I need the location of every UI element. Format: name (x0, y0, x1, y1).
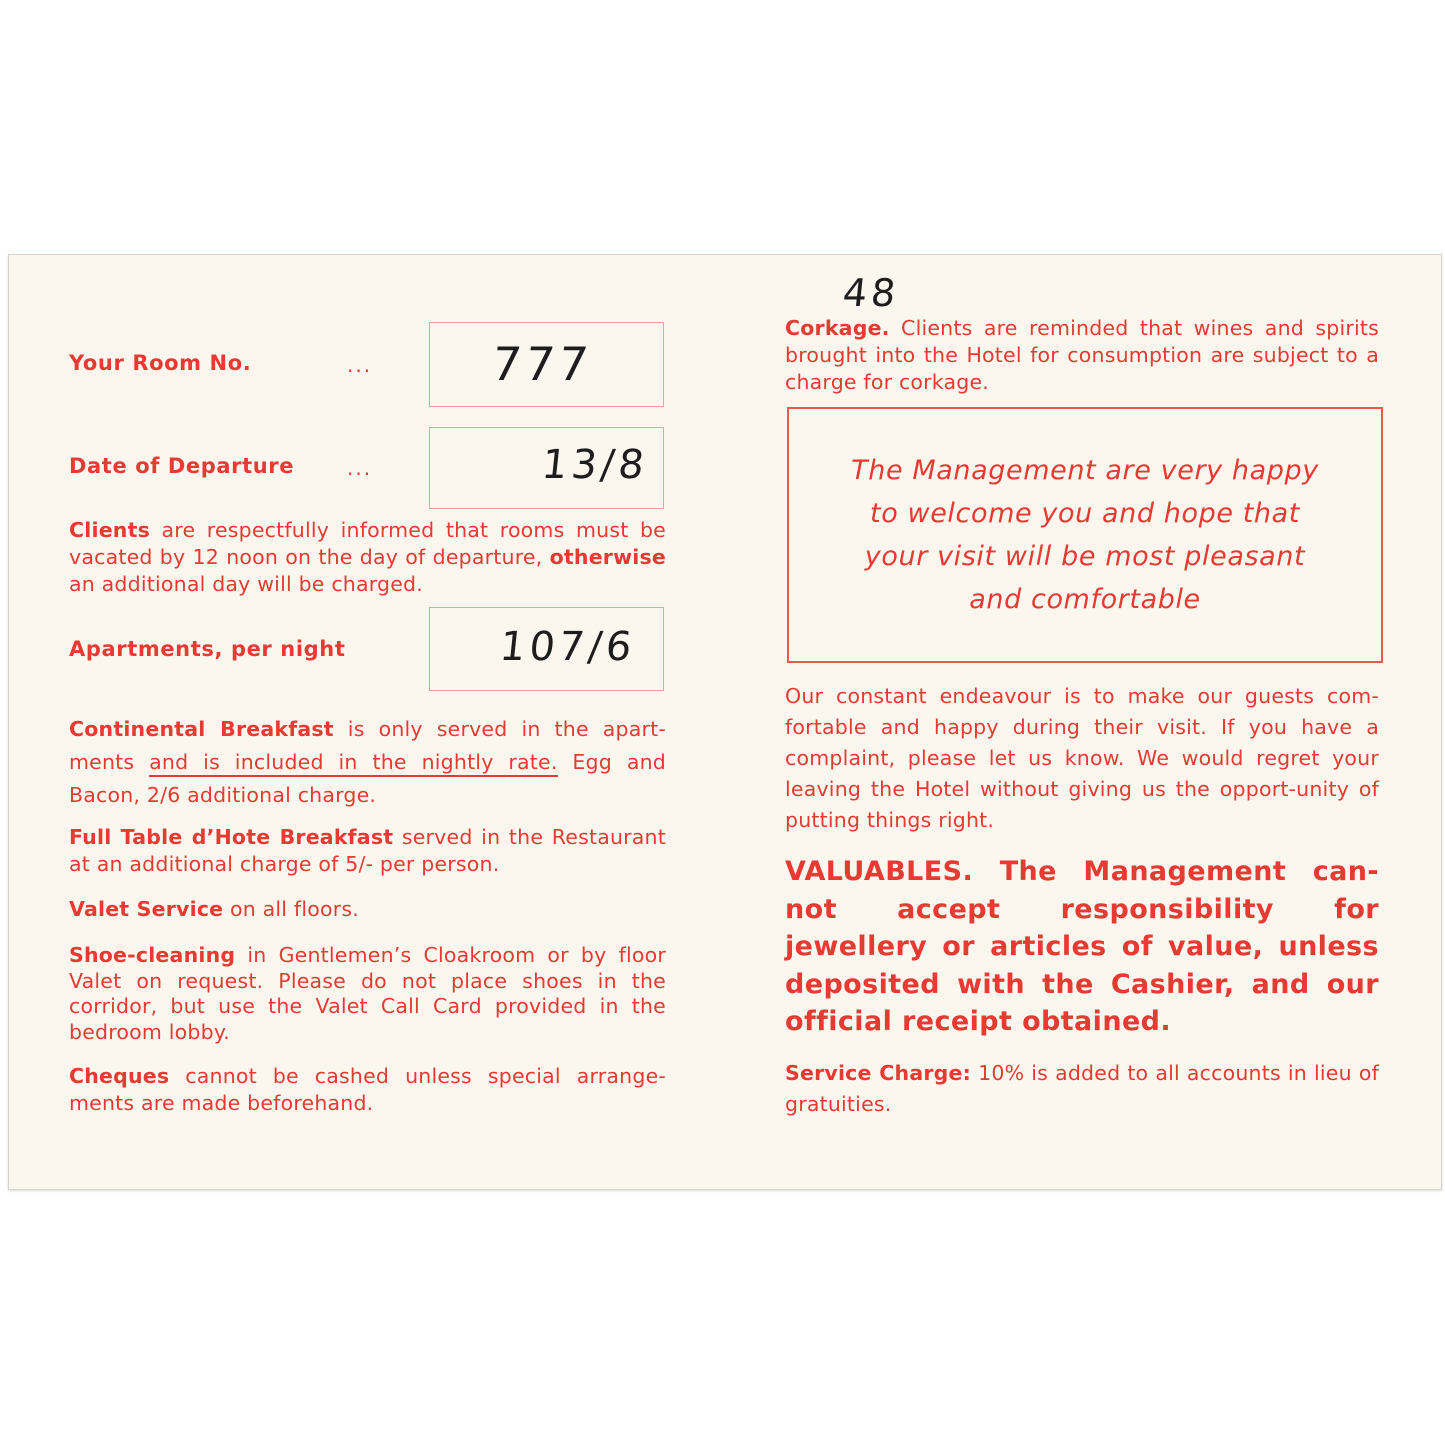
cheques-lead: Cheques (69, 1064, 170, 1088)
valuables-notice: VALUABLES. The Management can-not accept responsibility for jewellery or articles of value, unless deposited with the Cashier, and our official receipt obtained. (785, 856, 1379, 1037)
table-dhote-lead: Full Table d’Hote Breakfast (69, 825, 394, 849)
hotel-card (8, 254, 1442, 1190)
corkage-lead: Corkage. (785, 316, 890, 340)
service-lead: Service Charge: (785, 1061, 972, 1085)
clients-text-2: an additional day will be charged. (69, 572, 423, 596)
apartments-label: Apartments, per night (69, 637, 346, 661)
apartments-rate-value: 107/6 (497, 624, 638, 670)
departure-date-value: 13/8 (539, 442, 651, 488)
departure-date-box (429, 427, 664, 509)
clients-bold-2: otherwise (549, 545, 666, 569)
breakfast-text-2: Egg and Bacon, 2/6 additional charge. (69, 750, 666, 807)
breakfast-lead: Continental Breakfast (69, 717, 334, 741)
shoe-lead: Shoe-cleaning (69, 943, 236, 967)
cheques-text: cannot be cashed unless special arrange-ments are made beforehand. (69, 1064, 666, 1115)
service-charge-paragraph (785, 1058, 1379, 1120)
valet-lead: Valet Service (69, 897, 224, 921)
breakfast-paragraph (69, 713, 666, 812)
endeavour-paragraph: Our constant endeavour is to make our guests com-fortable and happy during their visit. If you have a complaint, please let us know. We would regret your leaving the Hotel without giving us the opport-unity of putting things right. (785, 684, 1379, 832)
room-label: Your Room No. (69, 351, 252, 375)
table-dhote-paragraph (69, 824, 666, 878)
clients-text-1: are respectfully informed that rooms must be vacated by 12 noon on the day of departure, (69, 518, 666, 569)
service-text: 10% is added to all accounts in lieu of gratuities. (785, 1061, 1380, 1116)
breakfast-text-1: is only served in the apart-ments (69, 717, 666, 774)
apartments-rate-box (429, 607, 664, 691)
room-number-value: 777 (489, 337, 595, 391)
departure-dots: ... (347, 456, 373, 480)
clients-paragraph (69, 517, 666, 598)
welcome-box (787, 407, 1383, 663)
corkage-paragraph (785, 315, 1379, 396)
shoe-text: in Gentlemen’s Cloakroom or by floor Valet on request. Please do not place shoes in the corridor, but use the Valet Call Card provided in the bedroom lobby. (69, 943, 666, 1044)
valet-paragraph (69, 896, 666, 923)
departure-label: Date of Departure (69, 454, 295, 478)
room-dots: ... (347, 353, 373, 377)
cheques-paragraph (69, 1063, 666, 1117)
room-number-box (429, 322, 664, 407)
corkage-handwritten-note: 48 (840, 271, 902, 315)
welcome-message: The Management are very happy to welcome you and hope that your visit will be most pleasant and comfortable (851, 455, 1319, 615)
shoe-cleaning-paragraph (69, 943, 666, 1045)
corkage-text: Clients are reminded that wines and spirits brought into the Hotel for consumption are subject to a charge for corkage. (785, 316, 1379, 394)
table-dhote-text: served in the Restaurant at an additional charge of 5/- per person. (69, 825, 666, 876)
clients-lead: Clients (69, 518, 150, 542)
valet-text: on all floors. (223, 897, 359, 921)
breakfast-underlined: and is included in the nightly rate. (149, 750, 557, 777)
